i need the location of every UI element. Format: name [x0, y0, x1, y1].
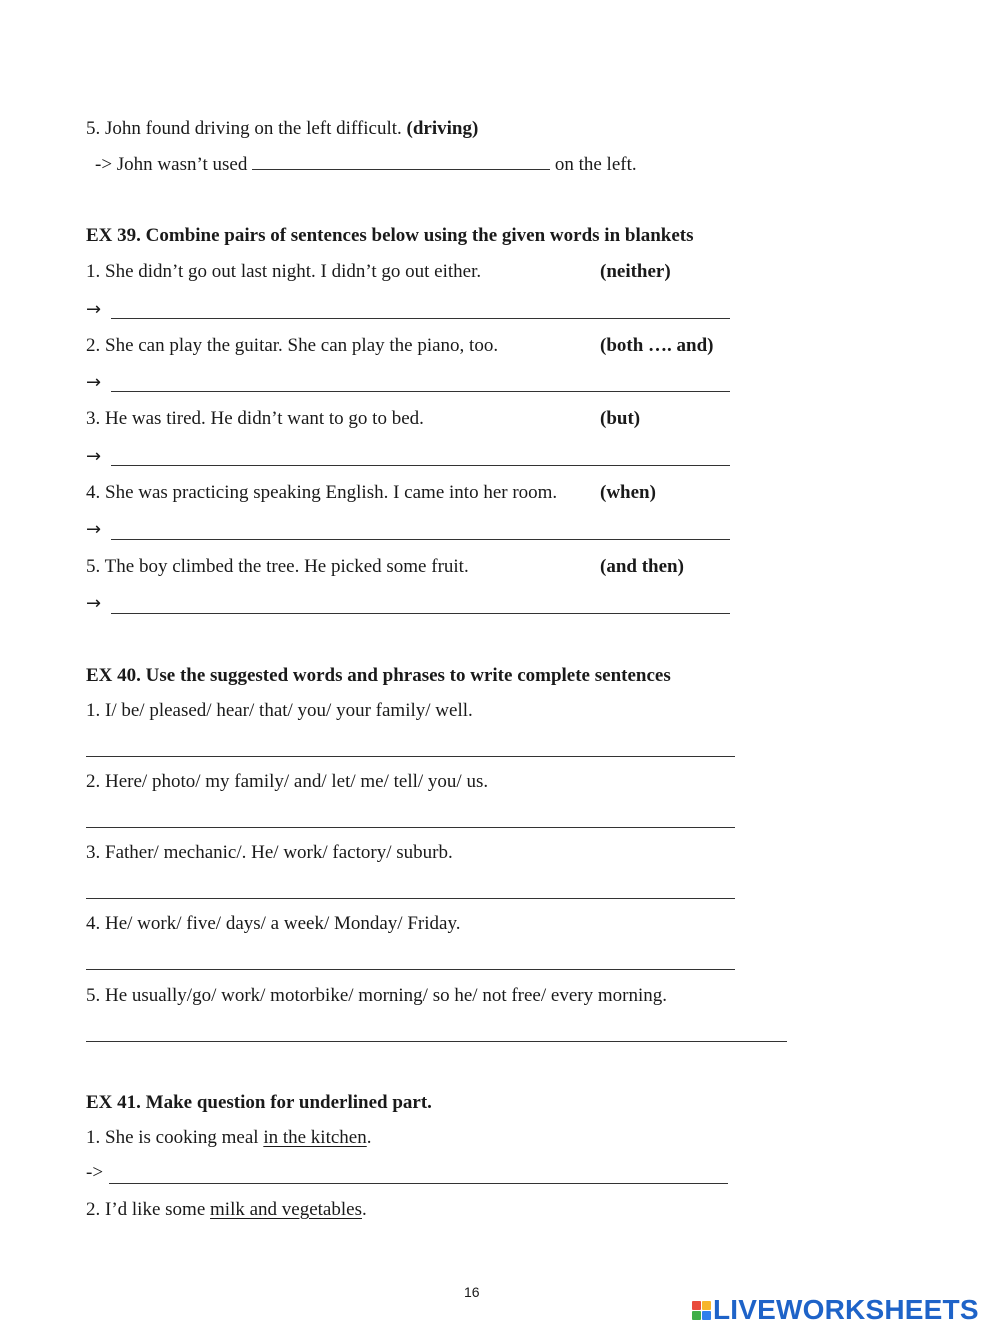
ex39-item-4-arrow-icon: →	[86, 519, 102, 540]
ex39-title: EX 39. Combine pairs of sentences below using the given words in blankets	[86, 225, 694, 246]
ex41-item-1-underlined: in the kitchen	[263, 1127, 367, 1148]
ex39-item-1-text: 1. She didn’t go out last night. I didn’t go out either.	[86, 261, 482, 282]
logo-tile-blue	[702, 1311, 711, 1320]
ex40-item-4-answer-line[interactable]	[86, 969, 735, 970]
ex40-item-2-text: 2. Here/ photo/ my family/ and/ let/ me/ tell/ you/ us.	[86, 771, 489, 792]
ex41-item-1-arrow-icon: ->	[86, 1162, 104, 1183]
ex41-title: EX 41. Make question for underlined part.	[86, 1092, 432, 1113]
ex39-item-2-hint: (both …. and)	[600, 335, 714, 356]
ex41-item-1-answer-line[interactable]	[109, 1183, 728, 1184]
prev-item-5-text: John found driving on the left difficult.	[105, 118, 402, 139]
ex41-item-1-prefix: 1. She is cooking meal	[86, 1127, 264, 1148]
prev-item-5-rewrite	[95, 154, 637, 176]
ex40-item-3-text: 3. Father/ mechanic/. He/ work/ factory/ suburb.	[86, 842, 453, 863]
liveworksheets-logo[interactable]	[692, 1296, 979, 1324]
ex40-item-1-text: 1. I/ be/ pleased/ hear/ that/ you/ your family/ well.	[86, 700, 473, 721]
ex39-item-3-answer-line[interactable]	[111, 465, 730, 466]
logo-tile-green	[692, 1311, 701, 1320]
ex40-item-3-answer-line[interactable]	[86, 898, 735, 899]
prev-item-5-answer-blank[interactable]	[252, 168, 550, 170]
ex40-title: EX 40. Use the suggested words and phrases to write complete sentences	[86, 665, 671, 686]
ex39-item-5-answer-line[interactable]	[111, 613, 730, 614]
logo-tiles-icon	[692, 1301, 711, 1320]
ex39-item-3-arrow-icon: →	[86, 446, 102, 467]
page-number: 16	[464, 1284, 480, 1300]
ex41-item-2-prefix: 2. I’d like some	[86, 1199, 211, 1220]
logo-tile-yellow	[702, 1301, 711, 1310]
ex40-item-2-answer-line[interactable]	[86, 827, 735, 828]
ex40-item-5-answer-line[interactable]	[86, 1041, 787, 1042]
ex39-item-1-answer-line[interactable]	[111, 318, 730, 319]
prev-item-5-rewrite-prefix: -> John wasn’t used	[95, 154, 248, 175]
ex39-item-4-hint: (when)	[600, 482, 656, 503]
ex39-item-3-text: 3. He was tired. He didn’t want to go to bed.	[86, 408, 424, 429]
logo-text: LIVEWORKSHEETS	[713, 1294, 979, 1325]
prev-item-5-number: 5.	[86, 118, 101, 139]
ex41-item-1-suffix: .	[366, 1127, 372, 1148]
ex39-item-2-text: 2. She can play the guitar. She can play the piano, too.	[86, 335, 499, 356]
ex39-item-4-text: 4. She was practicing speaking English. I came into her room.	[86, 482, 558, 503]
prev-item-5-hint: (driving)	[406, 118, 479, 139]
ex41-item-1	[86, 1127, 371, 1149]
ex40-item-1-answer-line[interactable]	[86, 756, 735, 757]
ex39-item-4-answer-line[interactable]	[111, 539, 730, 540]
ex39-item-5-arrow-icon: →	[86, 593, 102, 614]
ex39-item-1-arrow-icon: →	[86, 299, 102, 320]
ex41-item-2-underlined: milk and vegetables	[210, 1199, 362, 1220]
logo-tile-red	[692, 1301, 701, 1310]
ex41-item-2	[86, 1199, 367, 1221]
ex39-item-5-text: 5. The boy climbed the tree. He picked some fruit.	[86, 556, 469, 577]
prev-item-5-question	[86, 118, 478, 140]
ex39-item-2-answer-line[interactable]	[111, 391, 730, 392]
ex39-item-2-arrow-icon: →	[86, 372, 102, 393]
prev-item-5-rewrite-suffix: on the left.	[554, 154, 637, 175]
ex39-item-5-hint: (and then)	[600, 556, 684, 577]
ex40-item-5-text: 5. He usually/go/ work/ motorbike/ morning/ so he/ not free/ every morning.	[86, 985, 667, 1006]
ex39-item-3-hint: (but)	[600, 408, 641, 429]
ex40-item-4-text: 4. He/ work/ five/ days/ a week/ Monday/ Friday.	[86, 913, 461, 934]
ex39-item-1-hint: (neither)	[600, 261, 671, 282]
ex41-item-2-suffix: .	[361, 1199, 367, 1220]
